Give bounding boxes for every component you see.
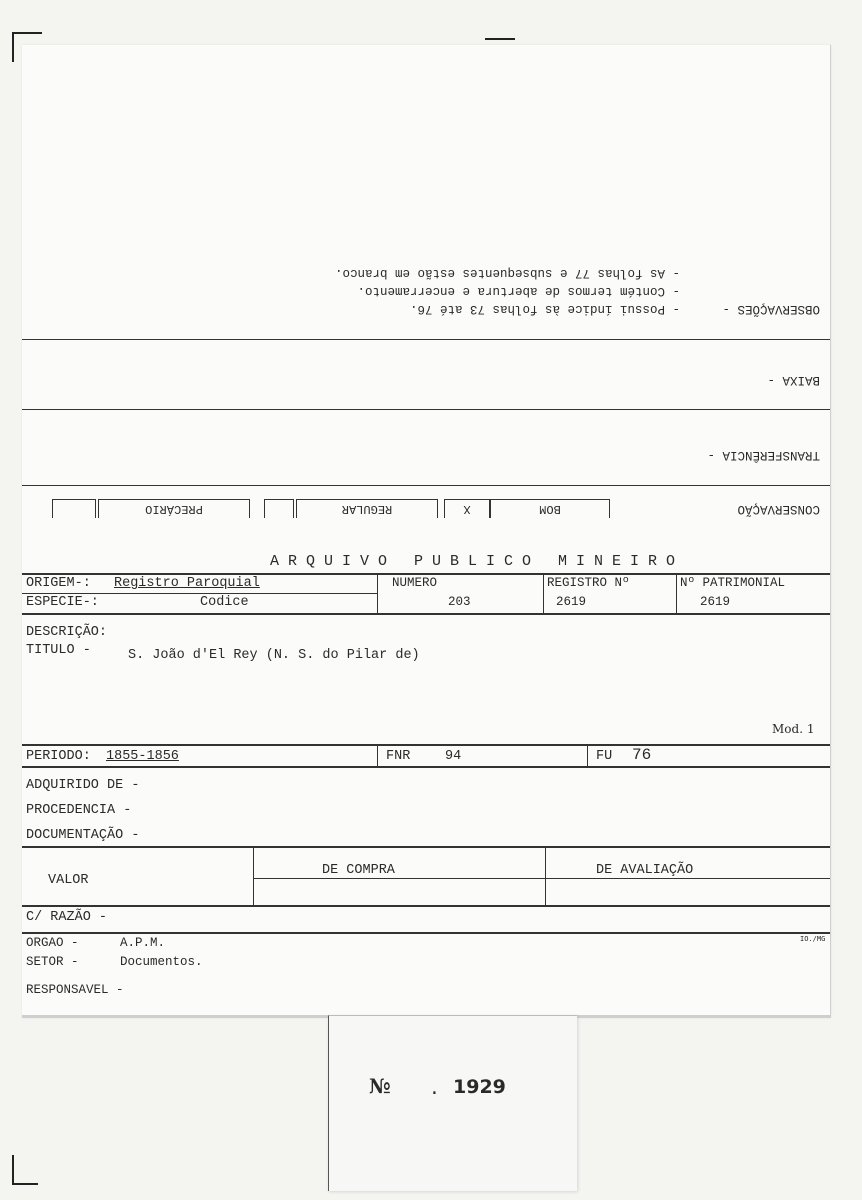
baixa-label: BAIXA - <box>767 373 820 387</box>
patrimonial-value: 2619 <box>700 595 731 609</box>
orgao-label: ORGAO - <box>26 936 79 950</box>
documentacao-label: DOCUMENTAÇÃO - <box>26 828 140 843</box>
corner-mark <box>12 32 42 34</box>
bom-mark-box[interactable] <box>444 499 490 518</box>
divider <box>377 744 378 766</box>
divider <box>587 744 588 766</box>
divider <box>22 846 830 848</box>
corner-mark <box>12 32 14 62</box>
mod-label: Mod. 1 <box>772 722 815 736</box>
corner-mark <box>12 1155 14 1185</box>
precario-checkbox[interactable] <box>98 499 250 518</box>
origem-label: ORIGEM-: <box>26 576 91 591</box>
bom-mark: X <box>463 502 471 516</box>
descricao-label: DESCRIÇÃO: <box>26 625 108 640</box>
especie-value: Codice <box>200 595 249 610</box>
flipped-section <box>22 240 830 530</box>
precario-mark-box[interactable] <box>52 499 96 518</box>
patrimonial-label: Nº PATRIMONIAL <box>680 576 786 590</box>
precario-label: PRECÁRIO <box>145 502 203 516</box>
divider <box>377 573 378 613</box>
fnr-value: 94 <box>445 749 462 764</box>
divider <box>676 573 677 613</box>
observacao-line: - Possui índice às folhas 73 até 76. <box>409 302 680 316</box>
setor-value: Documentos. <box>120 955 203 969</box>
procedencia-label: PROCEDENCIA - <box>26 803 132 818</box>
corner-mark <box>12 1183 38 1185</box>
number-card <box>328 1015 577 1191</box>
adquirido-label: ADQUIRIDO DE - <box>26 778 140 793</box>
fnr-label: FNR <box>386 749 411 764</box>
registro-label: REGISTRO Nº <box>547 576 630 590</box>
observacoes-label: OBSERVAÇÕES - <box>722 302 820 316</box>
origem-value: Registro Paroquial <box>114 576 260 591</box>
periodo-value: 1855-1856 <box>106 749 179 764</box>
footer-code: IO./MG <box>800 935 826 943</box>
de-compra-label: DE COMPRA <box>322 863 395 878</box>
conservacao-label: CONSERVAÇÃO <box>737 502 820 516</box>
titulo-value: S. João d'El Rey (N. S. do Pilar de) <box>128 648 420 663</box>
responsavel-label: RESPONSAVEL - <box>26 983 124 997</box>
number-dot: . <box>429 1078 440 1099</box>
corner-mark <box>485 38 515 40</box>
numero-label: NUMERO <box>392 576 438 590</box>
divider <box>22 573 830 575</box>
divider <box>545 846 546 905</box>
divider <box>22 932 830 934</box>
regular-label: REGULAR <box>341 502 393 516</box>
numero-value: 203 <box>448 595 471 609</box>
periodo-label: PERIODO: <box>26 749 91 764</box>
transferencia-label: TRANSFERÊNCIA - <box>707 448 820 462</box>
valor-label: VALOR <box>48 873 89 888</box>
de-avaliacao-label: DE AVALIAÇÃO <box>596 863 694 878</box>
divider <box>22 766 830 768</box>
registro-value: 2619 <box>556 595 587 609</box>
divider <box>22 613 830 615</box>
observacao-line: - As folhas 77 e subsequentes estão em branco. <box>334 266 680 280</box>
razao-label: C/ RAZÃO - <box>26 910 108 925</box>
bom-checkbox[interactable] <box>490 499 610 518</box>
numero-symbol: № <box>369 1074 391 1098</box>
regular-checkbox[interactable] <box>296 499 438 518</box>
divider <box>22 905 830 907</box>
observacao-line: - Contém termos de abertura e encerramento. <box>357 284 680 298</box>
fu-label: FU <box>596 749 613 764</box>
especie-label: ESPECIE-: <box>26 595 99 610</box>
card-number-value: 1929 <box>453 1076 506 1098</box>
orgao-value: A.P.M. <box>120 936 166 950</box>
fu-value: 76 <box>632 746 652 764</box>
setor-label: SETOR - <box>26 955 79 969</box>
regular-mark-box[interactable] <box>264 499 294 518</box>
bom-label: BOM <box>539 502 561 516</box>
divider <box>22 409 830 410</box>
divider <box>22 339 830 340</box>
archive-title: ARQUIVO PUBLICO MINEIRO <box>270 553 685 570</box>
divider <box>22 744 830 746</box>
divider <box>543 573 544 613</box>
titulo-label: TITULO - <box>26 643 91 658</box>
divider <box>22 485 830 486</box>
record-card <box>22 45 831 1018</box>
divider <box>253 846 254 905</box>
divider <box>253 878 830 879</box>
